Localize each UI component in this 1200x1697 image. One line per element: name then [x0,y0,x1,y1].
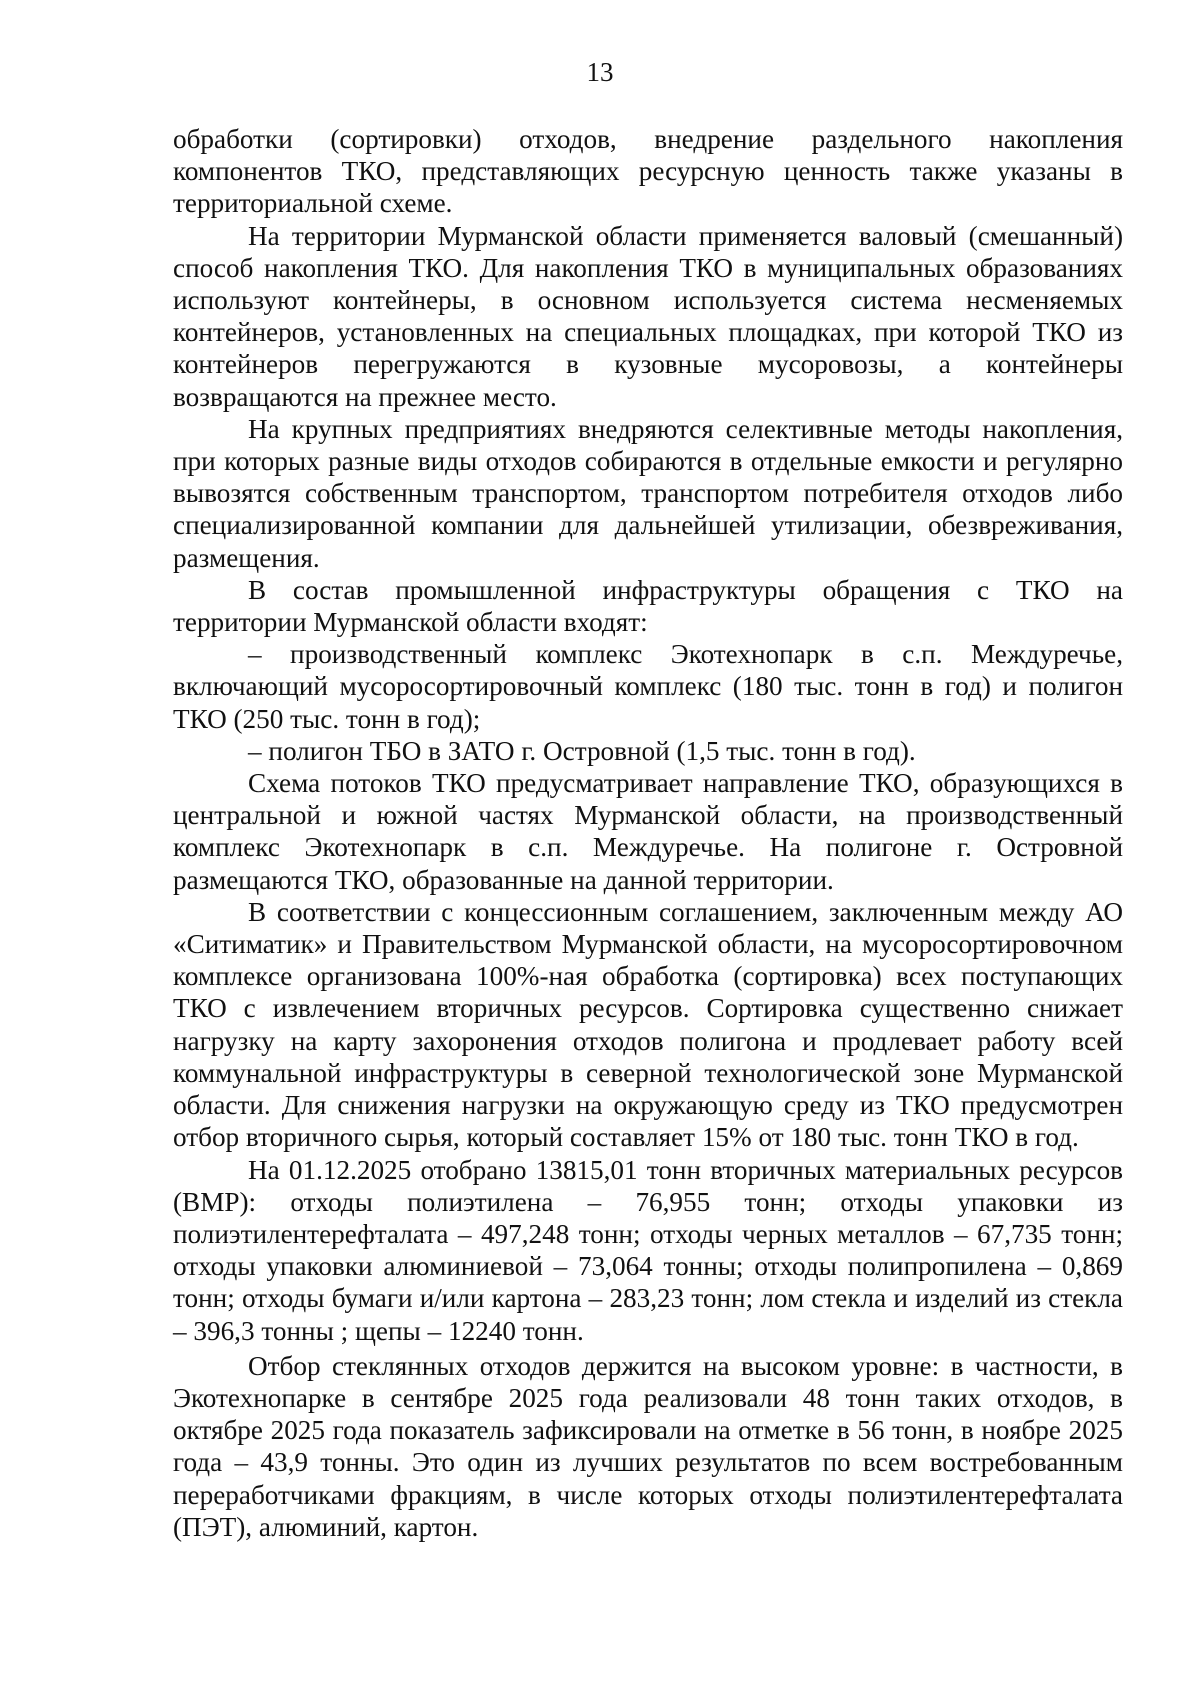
paragraph: На крупных предприятиях внедряются селективные методы накопления, при которых разные виды отходов собираются в отдельные емкости и регулярно вывозятся собственным транспортом, транспортом потребителя отходов либо специализированной компании для дальнейшей утилизации, обезвреживания, размещения. [173,413,1123,573]
paragraph: Отбор стеклянных отходов держится на высоком уровне: в частности, в Экотехнопарке в сентябре 2025 года реализовали 48 тонн таких отходов, в октябре 2025 года показатель зафиксировали на отметке в 56 тонн, в ноябре 2025 года – 43,9 тонны. Это один из лучших результатов по всем востребованным переработчиками фракциям, в числе которых отходы полиэтилентерефталата (ПЭТ), алюминий, картон. [173,1350,1123,1542]
body-text [173,123,1123,1543]
list-item-paragraph: – производственный комплекс Экотехнопарк в с.п. Междуречье, включающий мусоросортировочный комплекс (180 тыс. тонн в год) и полигон ТКО (250 тыс. тонн в год); [173,639,1123,734]
list-item-paragraph: – полигон ТБО в ЗАТО г. Островной (1,5 тыс. тонн в год). [248,735,916,766]
paragraph: обработки (сортировки) отходов, внедрение раздельного накопления компонентов ТКО, представляющих ресурсную ценность также указаны в территориальной схеме. [173,124,1123,219]
paragraph: В состав промышленной инфраструктуры обращения с ТКО на территории Мурманской области входят: [173,574,1123,638]
paragraph: На территории Мурманской области применяется валовый (смешанный) способ накопления ТКО. Для накопления ТКО в муниципальных образованиях используют контейнеры, в основном используется система несменяемых контейнеров, установленных на специальных площадках, при которой ТКО из контейнеров перегружаются в кузовные мусоровозы, а контейнеры возвращаются на прежнее место. [173,220,1123,412]
paragraph: В соответствии с концессионным соглашением, заключенным между АО «Ситиматик» и Правительством Мурманской области, на мусоросортировочном комплексе организована 100%-ная обработка (сортировка) всех поступающих ТКО с извлечением вторичных ресурсов. Сортировка существенно снижает нагрузку на карту захоронения отходов полигона и продлевает работу всей коммунальной инфраструктуры в северной технологической зоне Мурманской области. Для снижения нагрузки на окружающую среду из ТКО предусмотрен отбор вторичного сырья, который составляет 15% от 180 тыс. тонн ТКО в год. [173,896,1123,1153]
page-number: 13 [586,57,614,87]
paragraph: На 01.12.2025 отобрано 13815,01 тонн вторичных материальных ресурсов (ВМР): отходы полиэтилена – 76,955 тонн; отходы упаковки из полиэтилентерефталата – 497,248 тонн; отходы черных металлов – 67,735 тонн; отходы упаковки алюминиевой – 73,064 тонны; отходы полипропилена – 0,869 тонн; отходы бумаги и/или картона – 283,23 тонн; лом стекла и изделий из стекла – 396,3 тонны ; щепы – 12240 тонн. [173,1154,1123,1346]
paragraph: Схема потоков ТКО предусматривает направление ТКО, образующихся в центральной и южной частях Мурманской области, на производственный комплекс Экотехнопарк в с.п. Междуречье. На полигоне г. Островной размещаются ТКО, образованные на данной территории. [173,768,1123,895]
